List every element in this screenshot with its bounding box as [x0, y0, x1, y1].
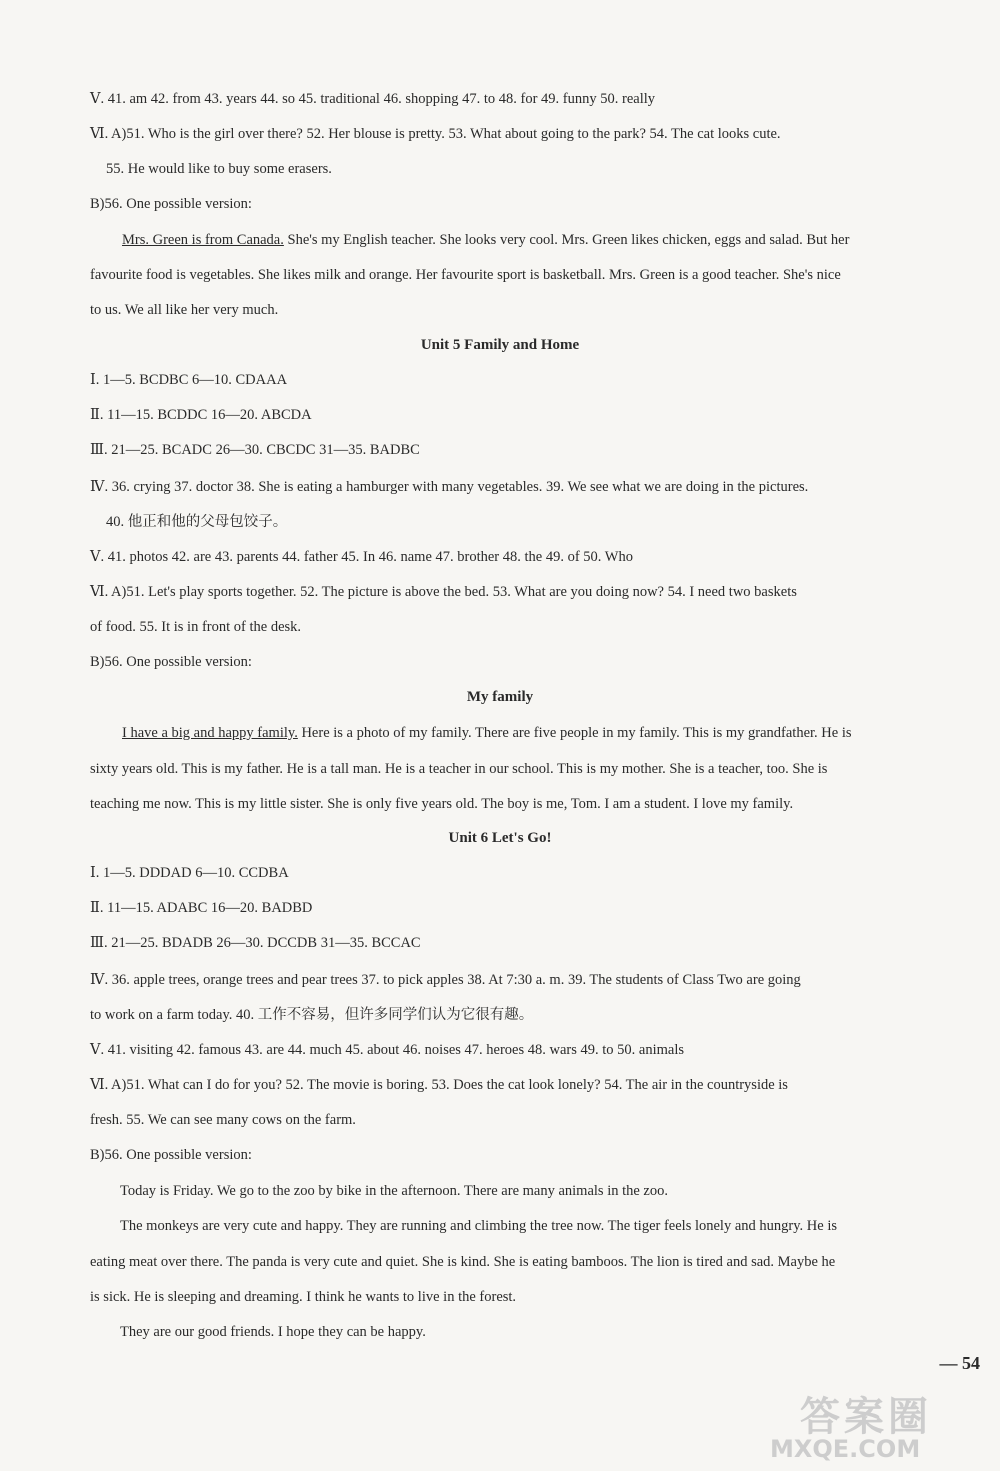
answer-line: B)56. One possible version: [90, 1147, 252, 1163]
essay-underlined-start: I have a big and happy family. [122, 725, 298, 741]
unit-heading: Unit 6 Let's Go! [448, 830, 552, 846]
answer-line: Ⅴ. 41. am 42. from 43. years 44. so 45. traditional 46. shopping 47. to 48. for 49. funny 50. really [90, 91, 656, 107]
answer-line: of food. 55. It is in front of the desk. [90, 619, 302, 635]
answer-line: to work on a farm today. 40. 工作不容易，但许多同学们认为它很有趣。 [90, 1007, 534, 1023]
watermark-url: MXQE.COM [770, 1435, 921, 1463]
watermark-logo-text: 答案圈 [800, 1394, 932, 1440]
answer-line: B)56. One possible version: [90, 654, 252, 670]
answer-line: 55. He would like to buy some erasers. [106, 161, 332, 177]
essay-line: The monkeys are very cute and happy. They are running and climbing the tree now. The tiger feels lonely and hungry. He is [120, 1218, 837, 1234]
essay-line: is sick. He is sleeping and dreaming. I think he wants to live in the forest. [90, 1289, 517, 1305]
essay-line [122, 723, 852, 743]
answer-line: Ⅵ. A)51. Let's play sports together. 52. The picture is above the bed. 53. What are you doing now? 54. I need two baskets [90, 584, 797, 600]
essay-line: favourite food is vegetables. She likes milk and orange. Her favourite sport is basketball. Mrs. Green is a good teacher. She's nice [90, 267, 841, 283]
page-number: — 54 [939, 1353, 980, 1373]
answer-line: Ⅳ. 36. apple trees, orange trees and pear trees 37. to pick apples 38. At 7:30 a. m. 39. The students of Class Two are going [90, 972, 801, 988]
answer-line: Ⅱ. 11—15. BCDDC 16—20. ABCDA [90, 407, 312, 423]
answer-line: Ⅳ. 36. crying 37. doctor 38. She is eating a hamburger with many vegetables. 39. We see what we are doing in the pictures. [90, 479, 809, 495]
answer-line: Ⅴ. 41. photos 42. are 43. parents 44. father 45. In 46. name 47. brother 48. the 49. of 50. Who [90, 549, 633, 565]
answer-line: fresh. 55. We can see many cows on the farm. [90, 1112, 356, 1128]
essay-line: Today is Friday. We go to the zoo by bike in the afternoon. There are many animals in the zoo. [120, 1183, 668, 1199]
essay-text: She's my English teacher. She looks very cool. Mrs. Green likes chicken, eggs and salad. But her [283, 232, 850, 248]
essay-line: They are our good friends. I hope they can be happy. [120, 1324, 426, 1340]
site-watermark [750, 1385, 990, 1465]
essay-line: eating meat over there. The panda is very cute and quiet. She is kind. She is eating bamboos. The lion is tired and sad. Maybe he [90, 1254, 836, 1270]
answer-line: Ⅰ. 1—5. BCDBC 6—10. CDAAA [90, 372, 288, 388]
answer-line: Ⅱ. 11—15. ADABC 16—20. BADBD [90, 900, 313, 916]
answer-line: Ⅲ. 21—25. BDADB 26—30. DCCDB 31—35. BCCAC [90, 935, 421, 951]
essay-line: teaching me now. This is my little sister. She is only five years old. The boy is me, Tom. I am a student. I love my family. [90, 796, 794, 812]
answer-line: Ⅲ. 21—25. BCADC 26—30. CBCDC 31—35. BADBC [90, 442, 420, 458]
essay-text: Here is a photo of my family. There are five people in my family. This is my grandfather. He is [297, 725, 852, 741]
essay-title: My family [466, 689, 534, 705]
answer-line: 40. 他正和他的父母包饺子。 [106, 514, 288, 530]
answer-line: B)56. One possible version: [90, 196, 252, 212]
answer-line: Ⅵ. A)51. What can I do for you? 52. The movie is boring. 53. Does the cat look lonely? 54. The air in the countryside is [90, 1077, 788, 1093]
answer-line: Ⅰ. 1—5. DDDAD 6—10. CCDBA [90, 865, 289, 881]
essay-line: sixty years old. This is my father. He is a tall man. He is a teacher in our school. This is my mother. She is a teacher, too. She is [90, 761, 828, 777]
unit-heading: Unit 5 Family and Home [420, 337, 580, 353]
essay-underlined-start: Mrs. Green is from Canada. [122, 232, 284, 248]
essay-line: to us. We all like her very much. [90, 302, 279, 318]
answer-line: Ⅵ. A)51. Who is the girl over there? 52. Her blouse is pretty. 53. What about going to the park? 54. The cat looks cute. [90, 126, 781, 142]
essay-line [122, 230, 849, 250]
answer-line: Ⅴ. 41. visiting 42. famous 43. are 44. much 45. about 46. noises 47. heroes 48. wars 49. to 50. animals [90, 1042, 685, 1058]
